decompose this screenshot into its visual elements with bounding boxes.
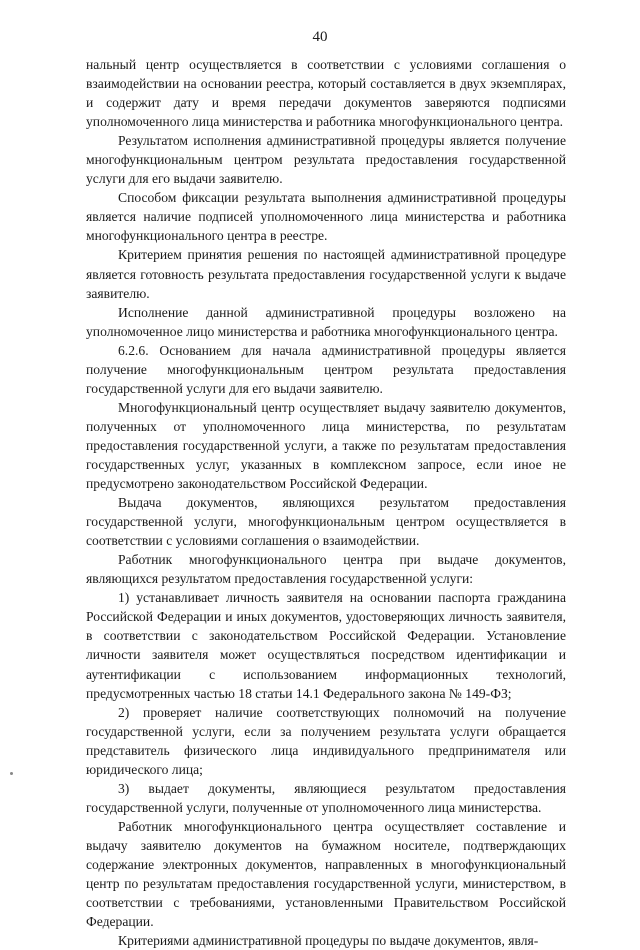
- body-paragraph: 6.2.6. Основанием для начала административной процедуры является получение многофункциональным центром результата предоставления государственной услуги для его выдачи заявителю.: [86, 342, 566, 396]
- body-paragraph: Результатом исполнения административной процедуры является получение многофункциональным центром результата предоставления государственной услуги для его выдачи заявителю.: [86, 133, 566, 187]
- body-paragraph: Критериями административной процедуры по выдаче документов, явля-: [118, 933, 539, 949]
- body-paragraph: нальный центр осуществляется в соответствии с условиями соглашения о взаимодействии на основании реестра, который составляется в двух экземплярах, и содержит дату и время передачи документов заверяются подписями уполномоченного лица министерства и работника многофункционального центра.: [86, 57, 566, 130]
- body-paragraph: 3) выдает документы, являющиеся результатом предоставления государственной услуги, полученные от уполномоченного лица министерства.: [86, 780, 566, 815]
- document-body: [86, 55, 566, 950]
- body-paragraph: 2) проверяет наличие соответствующих полномочий на получение государственной услуги, если за получением результата услуги обращается представитель физического лица индивидуального предпринимателя или юридического лица;: [86, 704, 566, 777]
- scan-dot: [10, 772, 13, 775]
- body-paragraph: Исполнение данной административной процедуры возложено на уполномоченное лицо министерства и работника многофункционального центра.: [86, 304, 566, 339]
- body-paragraph: Работник многофункционального центра осуществляет составление и выдачу заявителю документов на бумажном носителе, подтверждающих содержание электронных документов, направленных в многофункциональный центр по результатам предоставления государственной услуги, министерством, в соответствии с требованиями, установленными Правительством Российской Федерации.: [86, 818, 566, 930]
- body-paragraph: Работник многофункционального центра при выдаче документов, являющихся результатом предоставления государственной услуги:: [86, 552, 566, 587]
- body-paragraph: 1) устанавливает личность заявителя на основании паспорта гражданина Российской Федерации и иных документов, удостоверяющих личность заявителя, в соответствии с законодательством Российской Федерации. Установление личности заявителя может осуществляться посредством идентификации и аутентификации с использованием информационных технологий, предусмотренных частью 18 статьи 14.1 Федерального закона № 149-ФЗ;: [86, 590, 566, 701]
- body-paragraph: Многофункциональный центр осуществляет выдачу заявителю документов, полученных от уполномоченного лица министерства, по результатам предоставления государственной услуги, а также по результатам предоставления государственных услуг, указанных в комплексном запросе, если иное не предусмотрено законодательством Российской Федерации.: [86, 399, 566, 492]
- body-paragraph: Выдача документов, являющихся результатом предоставления государственной услуги, многофункциональным центром осуществляется в соответствии с условиями соглашения о взаимодействии.: [86, 495, 566, 549]
- body-paragraph: Способом фиксации результата выполнения административной процедуры является наличие подписей уполномоченного лица министерства и работника многофункционального центра в реестре.: [86, 190, 566, 244]
- page-number: 40: [312, 29, 328, 45]
- body-paragraph: Критерием принятия решения по настоящей административной процедуре является готовность результата предоставления государственной услуги к выдаче заявителю.: [86, 247, 566, 301]
